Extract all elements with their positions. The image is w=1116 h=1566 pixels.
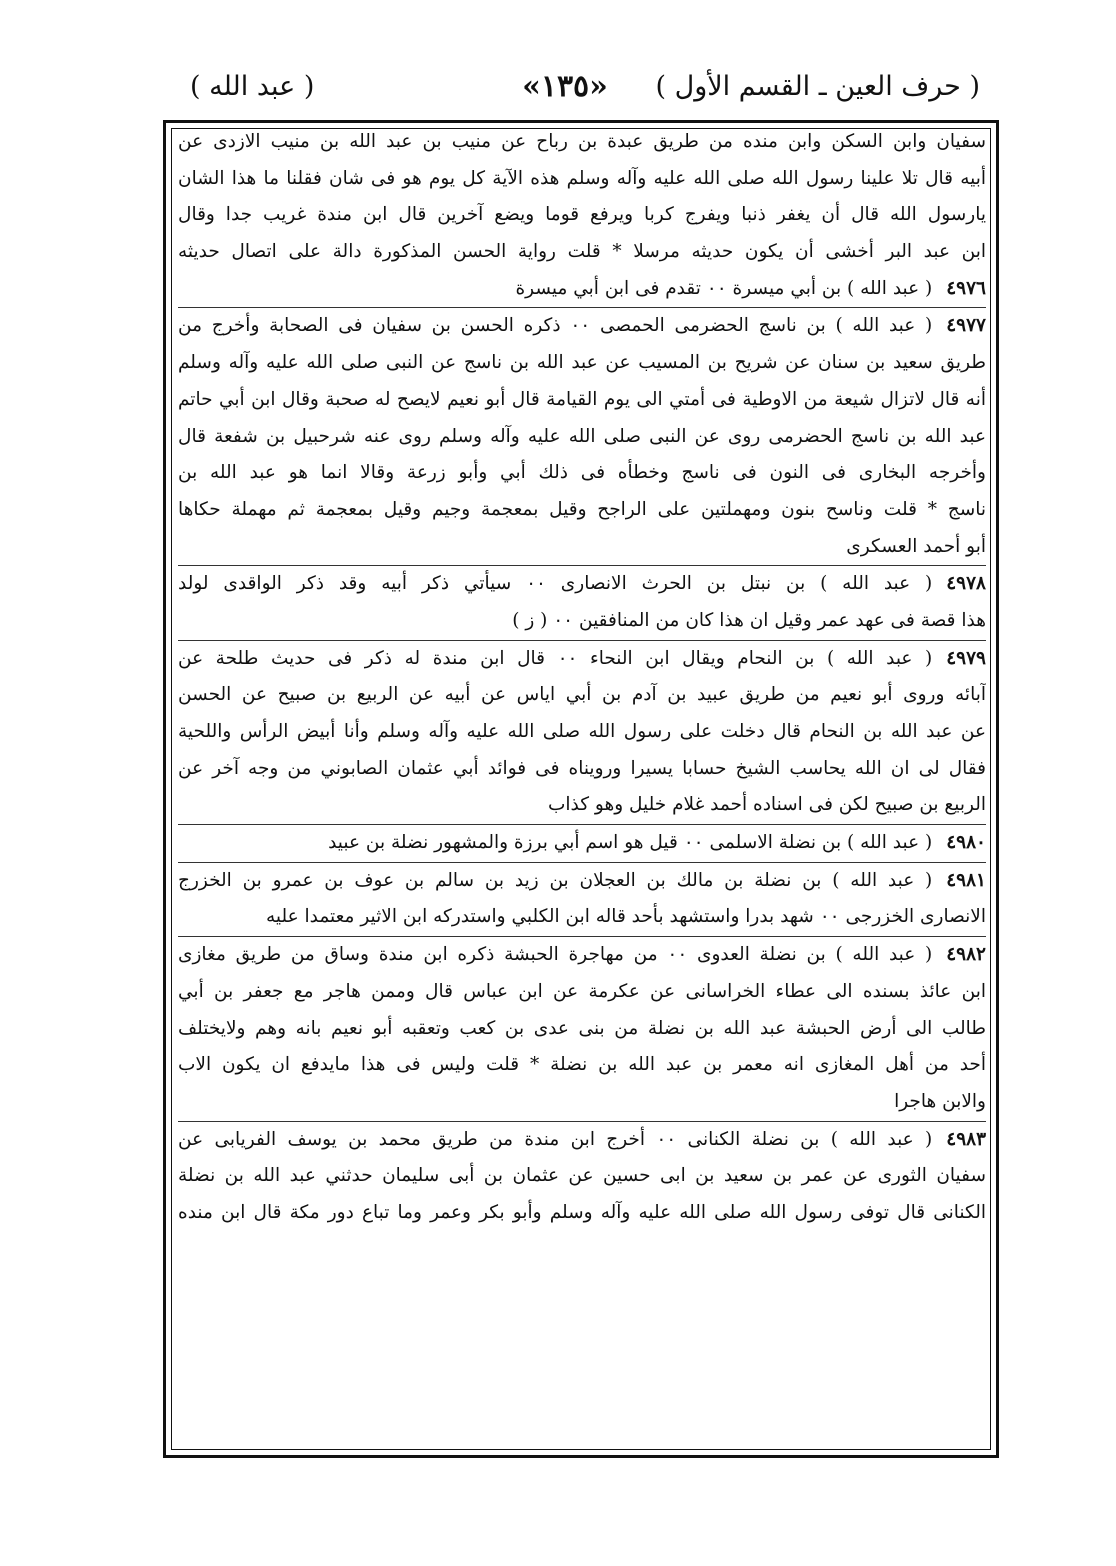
text-line	[178, 161, 986, 198]
text-line	[178, 751, 986, 788]
line-text: ( عبد الله ) بن النحام ويقال ابن النحاء ٠٠ قال ابن مندة له ذكر فى حديث طلحة عن	[178, 647, 933, 669]
text-line	[178, 1195, 986, 1232]
line-text: ( عبد الله ) بن ناسج الحضرمى الحمصى ٠٠ ذكره الحسن بن سفيان فى الصحابة وأخرج من	[178, 315, 933, 337]
line-text: الانصارى الخزرجى ٠٠ شهد بدرا واستشهد بأحد قاله ابن الكلبي واستدركه ابن الاثير معتمدا عليه	[265, 906, 986, 928]
text-line	[178, 677, 986, 714]
entry-number: ٤٩٨٠	[946, 832, 986, 854]
text-line	[178, 197, 986, 234]
text-line	[178, 714, 986, 751]
entry-group-title: ( عبد الله )	[190, 71, 315, 102]
line-text: والابن هاجرا	[894, 1090, 986, 1112]
line-text: ابن عائذ بسنده الى عطاء الخراسانى عن عكرمة عن ابن عباس قال وممن هاجر مع جعفر بن أبي	[178, 980, 986, 1002]
line-text: الكنانى قال توفى رسول الله صلى الله عليه وآله وسلم وأبو بكر وعمر وما تباع دور مكة قال ابن منده	[178, 1201, 986, 1223]
line-text: سفيان وابن السكن وابن منده من طريق عبدة بن رباح عن منيب بن عبد الله بن منيب الازدى عن	[178, 131, 986, 152]
text-line	[178, 307, 986, 345]
line-text: ابن عبد البر أخشى أن يكون حديثه مرسلا * قلت رواية الحسن المذكورة دالة على اتصال حديثه	[178, 241, 986, 263]
line-text: أبو أحمد العسكرى	[846, 535, 986, 557]
line-text: أبيه قال تلا علينا رسول الله صلى الله عليه وآله وسلم هذه الآية كل يوم هو فى شان فقلنا ما هذا الشان	[178, 167, 986, 189]
text-line	[178, 640, 986, 678]
text-line	[178, 529, 986, 566]
line-text: أحد من أهل المغازى انه معمر بن عبد الله بن نضلة * قلت وليس فى هذا مايدفع ان يكون الاب	[178, 1054, 986, 1076]
text-line	[178, 824, 986, 862]
line-text: هذا قصة فى عهد عمر وقيل ان هذا كان من المنافقين ٠٠ ( ز )	[512, 609, 986, 631]
line-text: وأخرجه البخارى فى النون فى ناسج وخطأه فى ذلك أبي وأبو زرعة وقالا انما هو عبد الله بن	[178, 462, 986, 484]
text-line	[178, 455, 986, 492]
text-line	[178, 1158, 986, 1195]
line-text: ناسج * قلت وناسح بنون ومهملتين على الراجح وقيل بمعجمة وجيم وقيل بمعجمة ثم مهملة حكاها	[178, 498, 986, 520]
line-text: ( عبد الله ) بن نضلة العدوى ٠٠ من مهاجرة الحبشة ذكره ابن مندة وساق من طريق مغازى	[178, 944, 933, 966]
line-text: سفيان الثورى عن عمر بن سعيد بن ابى حسين عن عثمان بن أبى سليمان حدثني عبد الله بن نضلة	[178, 1165, 986, 1187]
line-text: عبد الله بن ناسج الحضرمى روى عن النبى صلى الله عليه وآله وسلم روى عنه شرحبيل بن شفعة قال	[178, 425, 986, 447]
text-line	[178, 862, 986, 900]
entry-number: ٤٩٧٧	[946, 315, 986, 337]
line-text: فقال لى ان الله يحاسب الشيخ حسابا يسيرا ورويناه فى فوائد أبي عثمان الصابوني من وجه آخر عن	[178, 757, 986, 779]
text-line	[178, 1011, 986, 1048]
text-line	[178, 234, 986, 271]
entry-number: ٤٩٧٦	[946, 277, 986, 299]
entry-number: ٤٩٨١	[946, 869, 986, 891]
line-text: طريق سعيد بن سنان عن شريح بن المسيب عن عبد الله بن ناسج عن النبى صلى الله عليه وآله وسلم	[178, 352, 986, 374]
entry-number: ٤٩٧٨	[946, 573, 986, 595]
text-line	[178, 382, 986, 419]
text-line	[178, 271, 986, 308]
page-header	[150, 62, 980, 112]
text-line	[178, 492, 986, 529]
line-text: ( عبد الله ) بن نبتل بن الحرث الانصارى ٠٠ سيأتي ذكر أبيه وقد ذكر الواقدى لولد	[178, 573, 933, 595]
line-text: آبائه وروى أبو نعيم من طريق عبيد بن آدم بن أبي اياس عن أبيه عن الربيع بن صبيح عن الحسن	[178, 684, 986, 706]
text-line	[178, 565, 986, 603]
entry-number: ٤٩٨٣	[946, 1128, 986, 1150]
line-text: عن عبد الله بن النحام قال دخلت على رسول الله صلى الله عليه وآله وسلم وأنا أبيض الرأس واللحية	[178, 721, 986, 742]
text-line	[178, 345, 986, 382]
line-text: ( عبد الله ) بن نضلة بن مالك بن العجلان بن زيد بن سالم بن عوف بن عمرو بن الخزرج	[178, 869, 933, 891]
text-line	[178, 603, 986, 640]
line-text: الربيع بن صبيح لكن فى اسناده أحمد غلام خليل وهو كذاب	[547, 794, 986, 816]
text-line	[178, 1121, 986, 1159]
text-line	[178, 787, 986, 824]
body-text	[178, 124, 986, 1454]
line-text: ( عبد الله ) بن نضلة الكنانى ٠٠ أخرج ابن مندة من طريق محمد بن يوسف الفريابى عن	[178, 1128, 933, 1150]
line-text: يارسول الله قال أن يغفر ذنبا ويفرج كربا ويرفع قوما ويضع آخرين قال ابن مندة غريب جدا وقال	[178, 204, 986, 226]
line-text: ( عبد الله ) بن أبي ميسرة ٠٠ تقدم فى ابن أبي ميسرة	[515, 277, 933, 299]
text-line	[178, 1084, 986, 1121]
entry-number: ٤٩٧٩	[946, 647, 986, 669]
line-text: طالب الى أرض الحبشة عبد الله بن نضلة من بنى عدى بن كعب وتعقبه أبو نعيم بانه وهم ولايختلف	[178, 1017, 986, 1039]
section-title: ( حرف العين ـ القسم الأول )	[655, 71, 980, 102]
line-text: ( عبد الله ) بن نضلة الاسلمى ٠٠ قيل هو اسم أبي برزة والمشهور نضلة بن عبيد	[328, 832, 933, 854]
text-line	[178, 899, 986, 936]
text-line	[178, 124, 986, 161]
text-line	[178, 1047, 986, 1084]
line-text: أنه قال لاتزال شيعة من الاوطية فى أمتي الى يوم القيامة قال أبو نعيم لايصح له صحبة وقال ابن أبي حاتم	[178, 388, 986, 410]
text-line	[178, 936, 986, 974]
text-line	[178, 419, 986, 456]
text-line	[178, 974, 986, 1011]
entry-number: ٤٩٨٢	[946, 944, 986, 966]
page-number: «١٣٥»	[522, 69, 608, 104]
